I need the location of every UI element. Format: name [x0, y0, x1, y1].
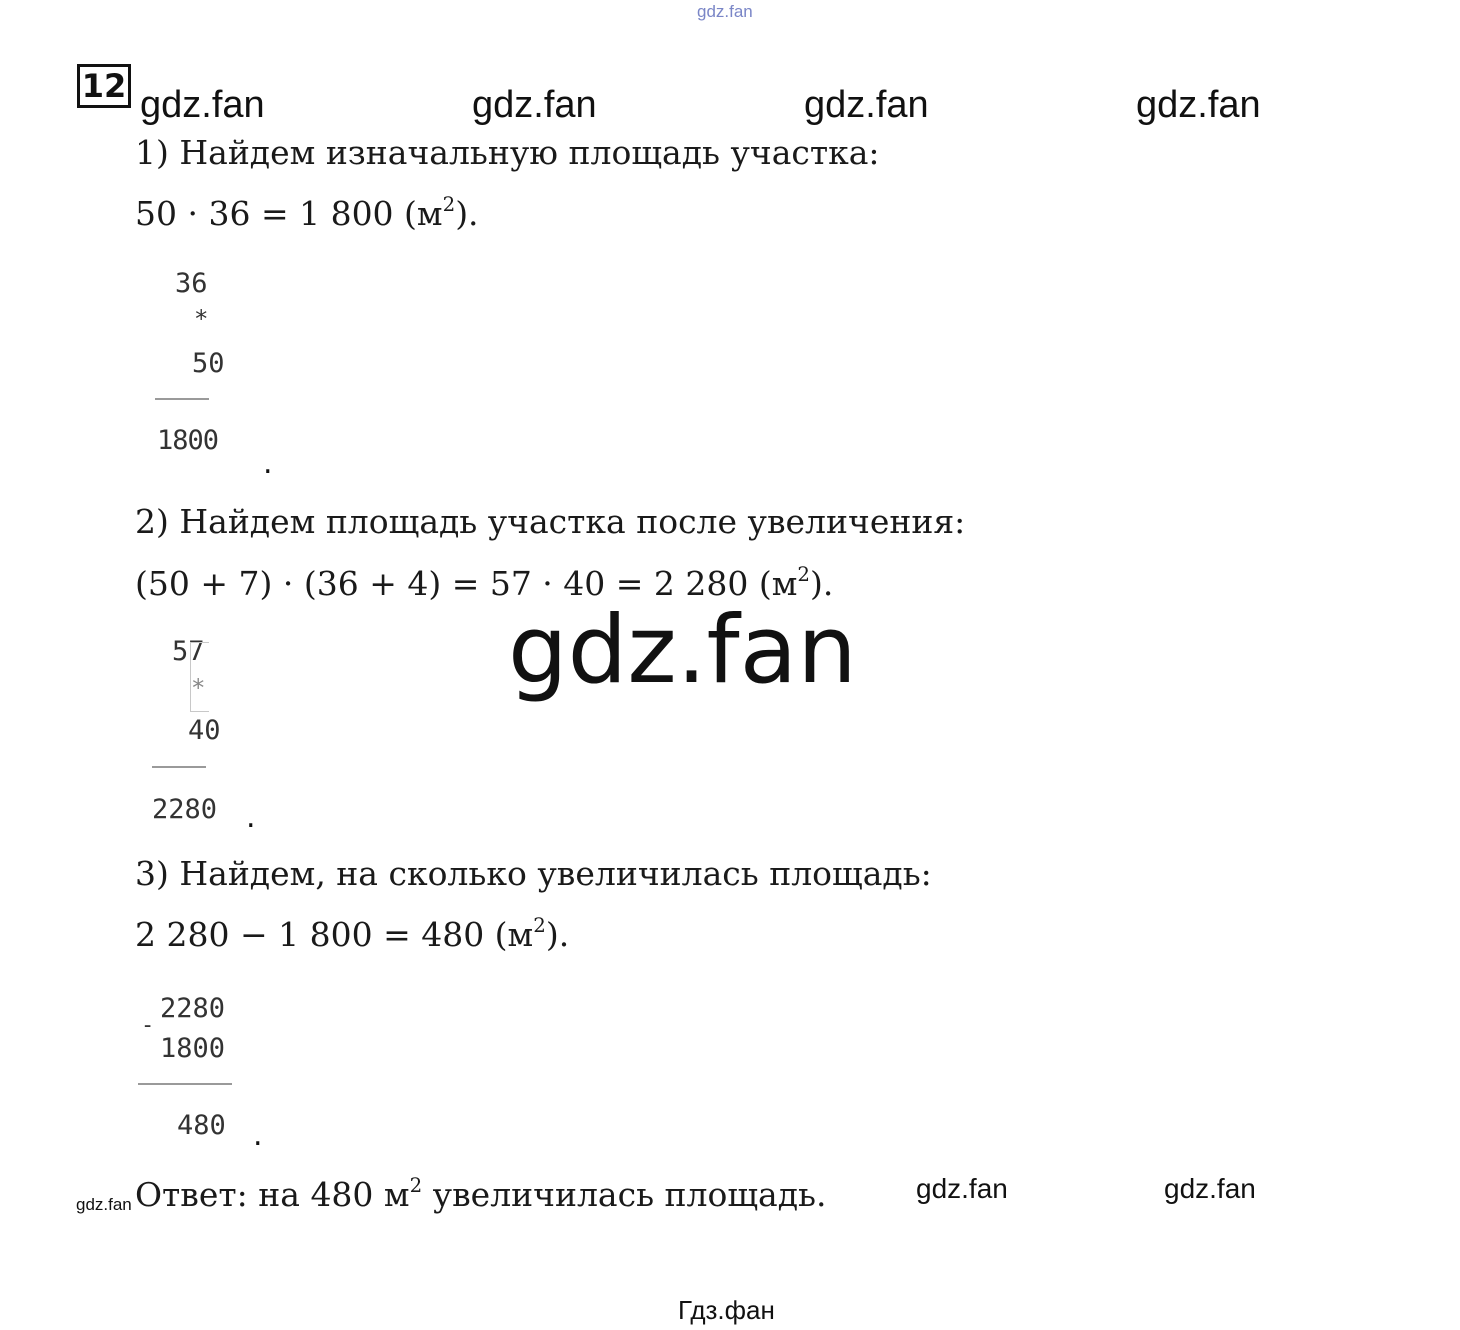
answer-prefix: Ответ: на 480 м [135, 1175, 410, 1214]
footer-text: Гдз.фан [678, 1295, 775, 1325]
watermark-row-1: gdz.fan [140, 84, 265, 126]
step3-expr-sup: 2 [533, 914, 546, 938]
calc1-result: 1800 [157, 425, 219, 456]
calc1-operand-a: 36 [175, 268, 208, 299]
calc3-operand-a: 2280 [160, 993, 226, 1024]
calc2-result: 2280 [152, 794, 218, 825]
step1-expr: 50 · 36 = 1 800 (м [135, 194, 443, 233]
calc3-operand-b: 1800 [160, 1033, 226, 1064]
step3-expr-end: ). [545, 915, 570, 954]
watermark-left-small: gdz.fan [76, 1195, 132, 1214]
step2-expr-sup: 2 [797, 563, 811, 587]
answer-sup: 2 [409, 1174, 423, 1198]
watermark-row-4: gdz.fan [1136, 84, 1261, 126]
watermark-row-3: gdz.fan [804, 84, 929, 126]
watermark-top: gdz.fan [697, 2, 753, 21]
step3-expression [135, 915, 569, 954]
step3-expr: 2 280 − 1 800 = 480 (м [135, 915, 534, 954]
calc2-operand-b: 40 [188, 715, 221, 746]
answer-suffix: увеличилась площадь. [422, 1175, 827, 1214]
calc2-operand-a: 57 [172, 636, 205, 667]
calc1-dot: . [263, 446, 273, 481]
calc2-bracket [190, 642, 209, 712]
calc3-line [138, 1083, 232, 1085]
step2-expr-end: ). [810, 564, 834, 603]
step2-label: 2) Найдем площадь участка после увеличения: [135, 502, 966, 541]
task-number: 12 [77, 64, 131, 108]
step3-label: 3) Найдем, на сколько увеличилась площадь: [135, 854, 932, 893]
calc2-operator: * [191, 674, 206, 702]
watermark-bottom-1: gdz.fan [916, 1173, 1008, 1204]
calc1-operator: * [194, 305, 209, 333]
calc3-result: 480 [177, 1110, 226, 1141]
calc3-dot: . [253, 1118, 263, 1153]
step1-label: 1) Найдем изначальную площадь участка: [135, 133, 880, 172]
step1-expr-sup: 2 [442, 193, 456, 217]
watermark-row-2: gdz.fan [472, 84, 597, 126]
answer [135, 1175, 827, 1214]
step1-expression [135, 194, 479, 233]
step1-expr-end: ). [455, 194, 479, 233]
calc1-line [155, 398, 209, 400]
step2-expr: (50 + 7) · (36 + 4) = 57 · 40 = 2 280 (м [135, 564, 798, 603]
calc2-line [152, 766, 206, 768]
calc3-operator: - [141, 1013, 155, 1038]
calc1-operand-b: 50 [192, 348, 225, 379]
watermark-bottom-2: gdz.fan [1164, 1173, 1256, 1204]
calc2-dot: . [246, 800, 256, 835]
watermark-big: gdz.fan [508, 596, 857, 705]
